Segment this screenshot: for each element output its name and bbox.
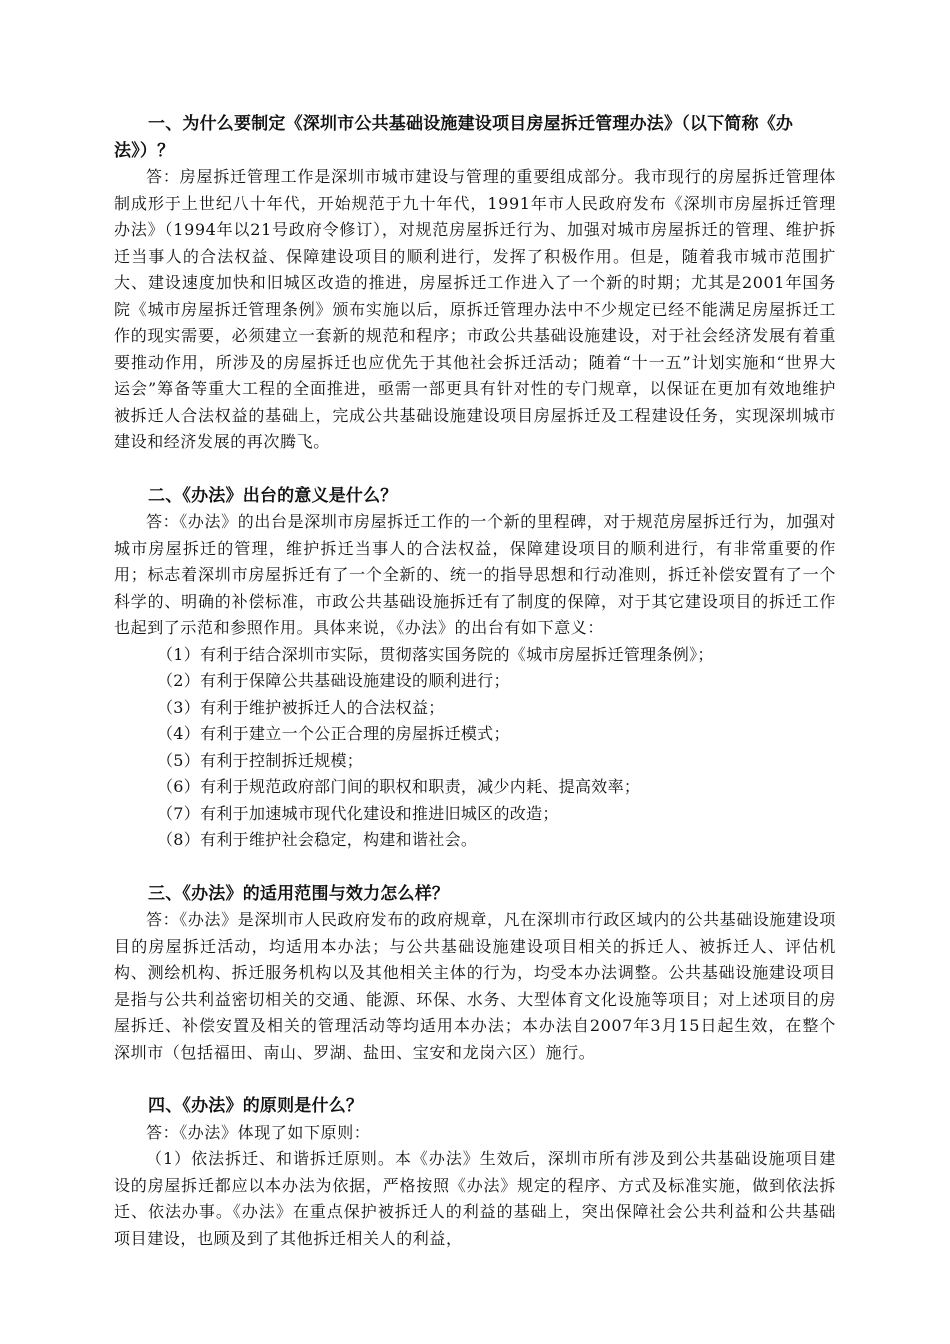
list-item: （3）有利于维护被拆迁人的合法权益； (157, 697, 445, 717)
list-item: （8）有利于维护社会稳定，构建和谐社会。 (157, 830, 478, 849)
list-item: （5）有利于控制拆迁规模； (157, 750, 364, 770)
list-item: （2）有利于保障公共基础设施建设的顺利进行； (157, 671, 510, 690)
answer-paragraph: 答：《办法》体现了如下原则： (146, 1122, 371, 1142)
section-heading: 四、《办法》的原则是什么？ (148, 1096, 364, 1116)
document-page (114, 111, 836, 1279)
section-heading: 一、为什么要制定《深圳市公共基础设施建设项目房屋拆迁管理办法》（以下简称《办法》）？ (114, 114, 794, 161)
answer-paragraph: 答：房屋拆迁管理工作是深圳市城市建设与管理的重要组成部分。我市现行的房屋拆迁管理体制成形于上世纪八十年代，开始规范于九十年代，1991年市人民政府发布《深圳市房屋拆迁管理办法》（1994年以21号政府令修订），对规范房屋拆迁行为、加强对城市房屋拆迁的管理、维护拆迁当事人的合法权益、保障建设项目的顺利进行，发挥了积极作用。但是，随着我市城市范围扩大、建设速度加快和旧城区改造的推进，房屋拆迁工作进入了一个新的时期；尤其是2001年国务院《城市房屋拆迁管理条例》颁布实施以后，原拆迁管理办法中不少规定已经不能满足房屋拆迁工作的现实需要，必须建立一套新的规范和程序；市政公共基础设施建设，对于社会经济发展有着重要推动作用，所涉及的房屋拆迁也应优先于其他社会拆迁活动；随着“十一五”计划实施和“世界大运会”筹备等重大工程的全面推进，亟需一部更具有针对性的专门规章，以保证在更加有效地维护被拆迁人合法权益的基础上，完成公共基础设施建设项目房屋拆迁及工程建设任务，实现深圳城市建设和经济发展的再次腾飞。 (114, 167, 836, 451)
section-principles (114, 1093, 836, 1252)
list-item: （6）有利于规范政府部门间的职权和职责，减少内耗、提高效率； (157, 777, 641, 796)
section-heading: 二、《办法》出台的意义是什么？ (148, 485, 398, 506)
significance-list (114, 642, 836, 854)
list-item: （7）有利于加速城市现代化建设和推进旧城区的改造； (157, 803, 559, 823)
principle-paragraph: （1）依法拆迁、和谐拆迁原则。本《办法》生效后，深圳市所有涉及到公共基础设施项目建设的房屋拆迁都应以本办法为依据，严格按照《办法》规定的程序、方式及标准实施，做到依法拆迁、依法办事。《办法》在重点保护被拆迁人的利益的基础上，突出保障社会公共利益和公共基础项目建设，也顾及到了其他拆迁相关人的利益， (114, 1149, 836, 1248)
answer-paragraph: 答：《办法》的出台是深圳市房屋拆迁工作的一个新的里程碑，对于规范房屋拆迁行为，加强对城市房屋拆迁的管理，维护拆迁当事人的合法权益，保障建设项目的顺利进行，有非常重要的作用；标志着深圳市房屋拆迁有了一个全新的、统一的指导思想和行动准则，拆迁补偿安置有了一个科学的、明确的补偿标准，市政公共基础设施拆迁有了制度的保障，对于其它建设项目的拆迁工作也起到了示范和参照作用。具体来说，《办法》的出台有如下意义： (114, 512, 836, 637)
section-heading: 三、《办法》的适用范围与效力怎么样？ (148, 883, 450, 904)
section-scope (114, 881, 836, 1067)
section-significance (114, 483, 836, 854)
list-item: （4）有利于建立一个公正合理的房屋拆迁模式； (157, 724, 510, 743)
list-item: （1）有利于结合深圳市实际，贯彻落实国务院的《城市房屋拆迁管理条例》； (157, 644, 714, 664)
answer-paragraph: 答：《办法》是深圳市人民政府发布的政府规章，凡在深圳市行政区域内的公共基础设施建设项目的房屋拆迁活动，均适用本办法；与公共基础设施建设项目相关的拆迁人、被拆迁人、评估机构、测绘机构、拆迁服务机构以及其他相关主体的行为，均受本办法调整。公共基础设施建设项目是指与公共利益密切相关的交通、能源、环保、水务、大型体育文化设施等项目；对上述项目的房屋拆迁、补偿安置及相关的管理活动等均适用本办法；本办法自2007年3月15日起生效，在整个深圳市（包括福田、南山、罗湖、盐田、宝安和龙岗六区）施行。 (114, 910, 836, 1062)
section-why-enact (114, 111, 836, 456)
